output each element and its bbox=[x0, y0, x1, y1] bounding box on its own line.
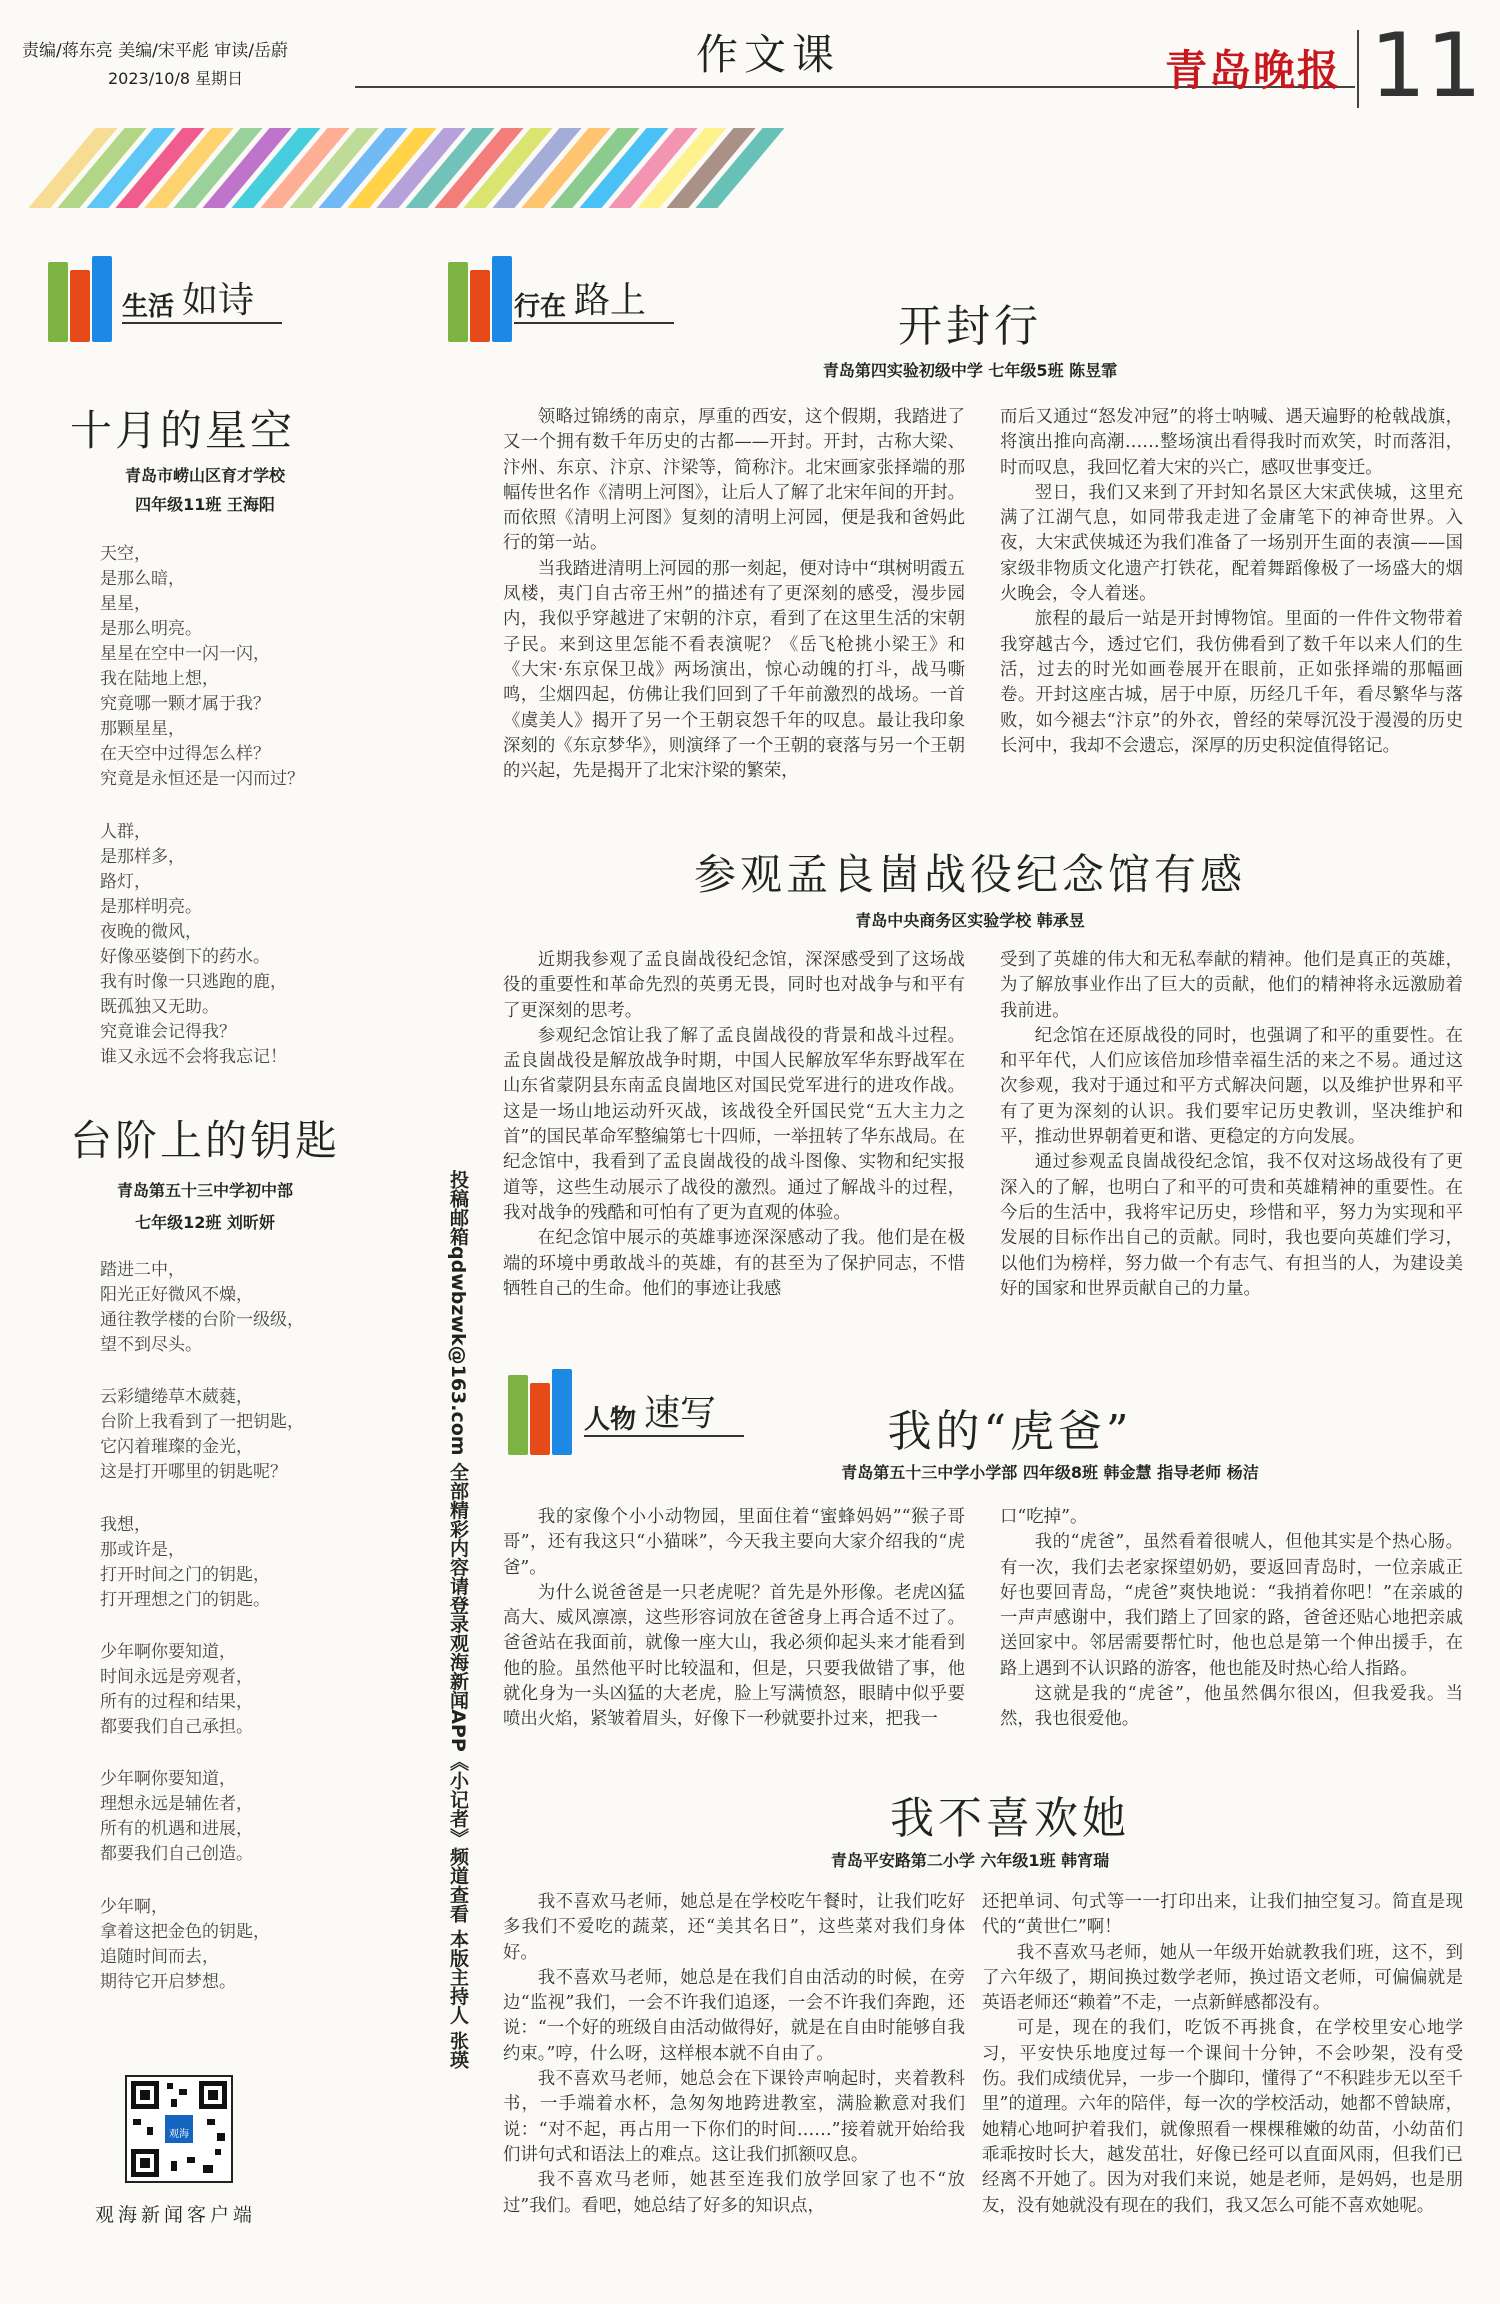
poem-line: 打开时间之门的钥匙， bbox=[100, 1565, 270, 1585]
poem1-stanza bbox=[100, 820, 400, 1070]
article-paragraph: 这就是我的“虎爸”，他虽然偶尔很凶，但我爱我。当然，我也很爱他。 bbox=[1000, 1684, 1463, 1730]
qr-caption: 观海新闻客户端 bbox=[95, 2204, 257, 2226]
section-title-life-part1: 生活 bbox=[122, 292, 175, 322]
section-title-road-part1: 行在 bbox=[514, 292, 567, 322]
poem1-school: 青岛市崂山区育才学校 bbox=[124, 466, 285, 485]
poem-line: 在天空中过得怎么样？ bbox=[100, 744, 270, 764]
article-paragraph: 为什么说爸爸是一只老虎呢？首先是外形像。老虎凶猛高大、威风凛凛，这些形容词放在爸爸身上再合适不过了。爸爸站在我面前，就像一座大山，我必须仰起头来才能看到他的脸。虽然他平时比较温和，但是，只要我做错了事，他就化身为一头凶猛的大老虎，脸上写满愤怒，眼睛中似乎要喷出火焰，紧皱着眉头，好像下一秒就要扑过来，把我一 bbox=[503, 1582, 965, 1730]
issue-date: 2023/10/8 星期日 bbox=[108, 69, 244, 88]
article4-title: 我不喜欢她 bbox=[890, 1793, 1130, 1844]
article-paragraph: 可是，现在的我们，吃饭不再挑食，在学校里安心地学习，平安快乐地度过每一个课间十分钟，不会吵架，没有受伤。我们成绩优异，一步一个脚印，懂得了“不积跬步无以至千里”的道理。六年的陪伴，每一次的学校活动，她都不曾缺席，她精心地呵护着我们，就像照看一棵棵稚嫩的幼苗，小幼苗们乖乖按时长大，越发茁壮，好像已经可以直面风雨，但我们已经离不开她了。因为对我们来说，她是老师，是妈妈，也是朋友，没有她就没有现在的我们，我又怎么可能不喜欢她呢。 bbox=[982, 2018, 1463, 2216]
article-paragraph: 通过参观孟良崮战役纪念馆，我不仅对这场战役有了更深入的了解，也明白了和平的可贵和英雄精神的重要性。在今后的生活中，我将牢记历史，珍惜和平，努力为实现和平发展的目标作出自己的贡献。同时，我也要向英雄们学习，以他们为榜样，努力做一个有志气、有担当的人，为建设美好的国家和世界贡献自己的力量。 bbox=[1000, 1152, 1463, 1299]
poem-line: 期待它开启梦想。 bbox=[100, 1972, 236, 1992]
poem2-title: 台阶上的钥匙 bbox=[70, 1116, 341, 1165]
poem-line: 是那么暗， bbox=[100, 569, 185, 589]
paper-name: 青岛晚报 bbox=[1165, 46, 1342, 95]
article-paragraph: 还把单词、句式等一一打印出来，让我们抽空复习。简直是现代的“黄世仁”啊！ bbox=[982, 1892, 1463, 1938]
poem-line: 少年啊你要知道， bbox=[100, 1769, 236, 1789]
poem1-title: 十月的星空 bbox=[70, 406, 296, 455]
poem-line: 星星在空中一闪一闪， bbox=[100, 644, 270, 664]
poem-line: 少年啊你要知道， bbox=[100, 1642, 236, 1662]
poem-line: 究竟哪一颗才属于我？ bbox=[100, 694, 270, 714]
submission-note: 投稿邮箱qdwbzwk@163.com 全部精彩内容请登录观海新闻APP《小记者》频道查看 本版主持人 张瑛 bbox=[447, 1170, 469, 2069]
poem-line: 它闪着璀璨的金光， bbox=[100, 1437, 253, 1457]
article-paragraph: 纪念馆在还原战役的同时，也强调了和平的重要性。在和平年代，人们应该倍加珍惜幸福生活的来之不易。通过这次参观，我对于通过和平方式解决问题，以及维护世界和平有了更为深刻的认识。我们要牢记历史教训，坚决维护和平，推动世界朝着更和谐、更稳定的方向发展。 bbox=[1000, 1025, 1463, 1148]
poem2-stanza bbox=[100, 1513, 400, 1613]
poem-line: 天空， bbox=[100, 544, 151, 564]
poem-line: 云彩缱绻草木葳蕤， bbox=[100, 1387, 253, 1407]
poem-line: 少年啊， bbox=[100, 1897, 168, 1917]
article-paragraph: 近期我参观了孟良崮战役纪念馆，深深感受到了这场战役的重要性和革命先烈的英勇无畏，同时也对战争与和平有了更深刻的思考。 bbox=[503, 950, 965, 1021]
article-paragraph: 我的“虎爸”，虽然看着很唬人，但他其实是个热心肠。有一次，我们去老家探望奶奶，要返回青岛时，一位亲戚正好也要回青岛，“虎爸”爽快地说：“我捎着你吧！”在亲戚的一声声感谢中，我们踏上了回家的路，爸爸还贴心地把亲戚送回家中。邻居需要帮忙时，他也总是第一个伸出援手，在路上遇到不认识路的游客，他也能及时热心给人指路。 bbox=[1000, 1532, 1463, 1679]
section-logo-life bbox=[40, 242, 290, 342]
poem-line: 我想， bbox=[100, 1515, 151, 1535]
poem-line: 望不到尽头。 bbox=[100, 1335, 202, 1355]
poem2-stanza bbox=[100, 1640, 400, 1740]
poem-line: 那或许是， bbox=[100, 1540, 185, 1560]
section-logo-road bbox=[440, 242, 690, 342]
poem-line: 踏进二中， bbox=[100, 1260, 185, 1280]
poem-line: 台阶上我看到了一把钥匙， bbox=[100, 1412, 304, 1432]
page-number: 11 bbox=[1370, 14, 1482, 117]
editor-credits: 责编/蒋东亮 美编/宋平彪 审读/岳蔚 bbox=[22, 41, 288, 61]
qr-label: 观海 bbox=[169, 2129, 189, 2140]
poem2-school: 青岛第五十三中学初中部 bbox=[116, 1181, 293, 1200]
poem2-stanza bbox=[100, 1767, 400, 1867]
poem-line: 路灯， bbox=[100, 872, 151, 892]
section-underline bbox=[514, 322, 674, 324]
article2-col2 bbox=[1000, 948, 1463, 1330]
poem-line: 通往教学楼的台阶一级级， bbox=[100, 1310, 304, 1330]
poem-line: 追随时间而去， bbox=[100, 1947, 219, 1967]
poem1-stanza bbox=[100, 542, 400, 792]
article-paragraph: 我不喜欢马老师，她甚至连我们放学回家了也不“放过”我们。看吧，她总结了好多的知识点， bbox=[503, 2170, 965, 2216]
poem1-author: 四年级11班 王海阳 bbox=[135, 495, 275, 514]
article-paragraph: 在纪念馆中展示的英雄事迹深深感动了我。他们是在极端的环境中勇敢战斗的英雄，有的甚至为了保护同志，不惜牺牲自己的生命。他们的事迹让我感 bbox=[503, 1228, 965, 1299]
books-icon bbox=[500, 1365, 590, 1455]
article-paragraph: 我的家像个小小动物园，里面住着“蜜蜂妈妈”“猴子哥哥”，还有我这只“小猫咪”，今天我主要向大家介绍我的“虎爸”。 bbox=[503, 1507, 965, 1578]
section-title-road-part2: 路上 bbox=[574, 280, 647, 321]
header-separator bbox=[1357, 30, 1359, 108]
poem-line: 都要我们自己承担。 bbox=[100, 1717, 253, 1737]
poem-line: 星星， bbox=[100, 594, 151, 614]
article3-col1 bbox=[503, 1505, 965, 1763]
poem-line: 那颗星星， bbox=[100, 719, 185, 739]
poem-line: 谁又永远不会将我忘记！ bbox=[100, 1047, 287, 1067]
article-paragraph: 参观纪念馆让我了解了孟良崮战役的背景和战斗过程。孟良崮战役是解放战争时期，中国人民解放军华东野战军在山东省蒙阴县东南孟良崮地区对国民党军进行的进攻作战。这是一场山地运动歼灭战，该战役全歼国民党“五大主力之首”的国民革命军整编第七十四师，一举扭转了华东战局。在纪念馆中，我看到了孟良崮战役的战斗图像、实物和纪实报道等，这些生动展示了战役的激烈。通过了解战斗的过程，我对战争的残酷和可怕有了更为直观的体验。 bbox=[503, 1025, 965, 1223]
poem-line: 究竟谁会记得我？ bbox=[100, 1022, 236, 1042]
article-paragraph: 而后又通过“怒发冲冠”的将士呐喊、遇天遍野的枪戟战旗，将演出推向高潮……整场演出看得我时而欢笑，时而落泪，时而叹息，我回忆着大宋的兴亡，感叹世事变迁。 bbox=[1000, 407, 1463, 478]
poem-line: 夜晚的微风， bbox=[100, 922, 202, 942]
poem2-stanza bbox=[100, 1895, 400, 1995]
poem-line: 理想永远是辅佐者， bbox=[100, 1794, 253, 1814]
poem-line: 我在陆地上想， bbox=[100, 669, 219, 689]
poem-line: 是那样多， bbox=[100, 847, 185, 867]
section-underline bbox=[122, 322, 282, 324]
article-paragraph: 翌日，我们又来到了开封知名景区大宋武侠城，这里充满了江湖气息，如同带我走进了金庸笔下的神奇世界。入夜，大宋武侠城还为我们准备了一场别开生面的表演——国家级非物质文化遗产打铁花，配着舞蹈像极了一场盛大的烟火晚会，令人着迷。 bbox=[1000, 482, 1463, 605]
decorative-stripes bbox=[22, 128, 792, 208]
article-paragraph: 我不喜欢马老师，她总是在我们自由活动的时候，在旁边“监视”我们，一会不许我们追逐，一会不许我们奔跑，还说：“一个好的班级自由活动做得好，就是在自由时能够自我约束。”哼，什么呀，这样根本就不自由了。 bbox=[503, 1967, 965, 2064]
article-paragraph: 当我踏进清明上河园的那一刻起，便对诗中“琪树明霞五凤楼，夷门自古帝王州”的描述有了更深刻的感受，漫步园内，我似乎穿越进了宋朝的汴京，看到了在这里生活的宋朝子民。来到这里怎能不看表演呢？《岳飞枪挑小梁王》和《大宋·东京保卫战》两场演出，惊心动魄的打斗，战马嘶鸣，尘烟四起，仿佛让我们回到了千年前激烈的战场。一首《虞美人》揭开了另一个王朝哀怨千年的叹息。最让我印象深刻的《东京梦华》，则演绎了一个王朝的衰落与另一个王朝的兴起，先是揭开了北宋汴梁的繁荣， bbox=[503, 558, 965, 782]
poem-line: 是那么明亮。 bbox=[100, 619, 202, 639]
article1-title: 开封行 bbox=[898, 301, 1042, 352]
poem-line: 阳光正好微风不燥， bbox=[100, 1285, 253, 1305]
books-icon bbox=[40, 252, 130, 342]
section-title-people-part1: 人物 bbox=[584, 1405, 637, 1435]
poem2-author: 七年级12班 刘昕妍 bbox=[135, 1213, 275, 1232]
article-paragraph: 旅程的最后一站是开封博物馆。里面的一件件文物带着我穿越古今，透过它们，我仿佛看到了数千年以来人们的生活，过去的时光如画卷展开在眼前，正如张择端的那幅画卷。开封这座古城，居于中原，历经几千年，看尽繁华与落败，如今褪去“汴京”的外衣，曾经的荣辱沉没于漫漫的历史长河中，我却不会遗忘，深厚的历史积淀值得铭记。 bbox=[1000, 609, 1463, 756]
article4-col1 bbox=[503, 1890, 965, 2282]
poem-line: 人群， bbox=[100, 822, 151, 842]
article2-col1 bbox=[503, 948, 965, 1330]
poem-line: 既孤独又无助。 bbox=[100, 997, 219, 1017]
article-paragraph: 受到了英雄的伟大和无私奉献的精神。他们是真正的英雄，为了解放事业作出了巨大的贡献，他们的精神将永远激励着我前进。 bbox=[1000, 950, 1463, 1021]
article-paragraph: 我不喜欢马老师，她总会在下课铃声响起时，夹着教科书，一手端着水杯，急匆匆地跨进教室，满脸歉意对我们说：“对不起，再占用一下你们的时间……”接着就开始给我们讲句式和语法上的难点。这让我们抓额叹息。 bbox=[503, 2069, 965, 2165]
qr-code[interactable] bbox=[125, 2075, 233, 2183]
article2-byline: 青岛中央商务区实验学校 韩承昱 bbox=[855, 911, 1085, 930]
poem2-stanza bbox=[100, 1258, 400, 1358]
article-paragraph: 领略过锦绣的南京，厚重的西安，这个假期，我踏进了又一个拥有数千年历史的古都——开封。开封，古称大梁、汴州、东京、汴京、汴梁等，简称汴。北宋画家张择端的那幅传世名作《清明上河图》，让后人了解了北宋年间的开封。而依照《清明上河图》复刻的清明上河园，便是我和爸妈此行的第一站。 bbox=[503, 407, 965, 554]
article1-col2 bbox=[1000, 405, 1463, 815]
article-paragraph: 口“吃掉”。 bbox=[1000, 1507, 1088, 1527]
poem-line: 好像巫婆倒下的药水。 bbox=[100, 947, 270, 967]
poem-line: 我有时像一只逃跑的鹿， bbox=[100, 972, 287, 992]
poem-line: 所有的过程和结果， bbox=[100, 1692, 253, 1712]
poem2-stanza bbox=[100, 1385, 400, 1485]
article1-col1 bbox=[503, 405, 965, 815]
section-title-people-part2: 速写 bbox=[644, 1393, 717, 1434]
column-title: 作文课 bbox=[695, 30, 840, 79]
poem-line: 打开理想之门的钥匙。 bbox=[100, 1590, 270, 1610]
poem-line: 都要我们自己创造。 bbox=[100, 1844, 253, 1864]
poem-line: 是那样明亮。 bbox=[100, 897, 202, 917]
poem-line: 拿着这把金色的钥匙， bbox=[100, 1922, 270, 1942]
section-logo-people bbox=[500, 1355, 760, 1455]
article4-col2 bbox=[982, 1890, 1463, 2282]
poem-line: 这是打开哪里的钥匙呢？ bbox=[100, 1462, 287, 1482]
section-title-life-part2: 如诗 bbox=[182, 280, 255, 321]
article3-byline: 青岛第五十三中学小学部 四年级8班 韩金慧 指导老师 杨洁 bbox=[841, 1463, 1259, 1482]
section-underline bbox=[584, 1435, 744, 1437]
poem-line: 时间永远是旁观者， bbox=[100, 1667, 253, 1687]
poem-line: 所有的机遇和进展， bbox=[100, 1819, 253, 1839]
article2-title: 参观孟良崮战役纪念馆有感 bbox=[693, 850, 1246, 899]
article3-title: 我的“虎爸” bbox=[887, 1406, 1133, 1457]
article3-col2 bbox=[1000, 1505, 1463, 1763]
article4-byline: 青岛平安路第二小学 六年级1班 韩宵瑞 bbox=[830, 1851, 1110, 1870]
article-paragraph: 我不喜欢马老师，她从一年级开始就教我们班，这不，到了六年级了，期间换过数学老师，换过语文老师，可偏偏就是英语老师还“赖着”不走，一点新鲜感都没有。 bbox=[982, 1942, 1463, 2014]
article1-byline: 青岛第四实验初级中学 七年级5班 陈昱霏 bbox=[822, 361, 1118, 380]
article-paragraph: 我不喜欢马老师，她总是在学校吃午餐时，让我们吃好多我们不爱吃的蔬菜，还“美其名日”，这些菜对我们身体好。 bbox=[503, 1892, 965, 1963]
poem-line: 究竟是永恒还是一闪而过？ bbox=[100, 769, 304, 789]
